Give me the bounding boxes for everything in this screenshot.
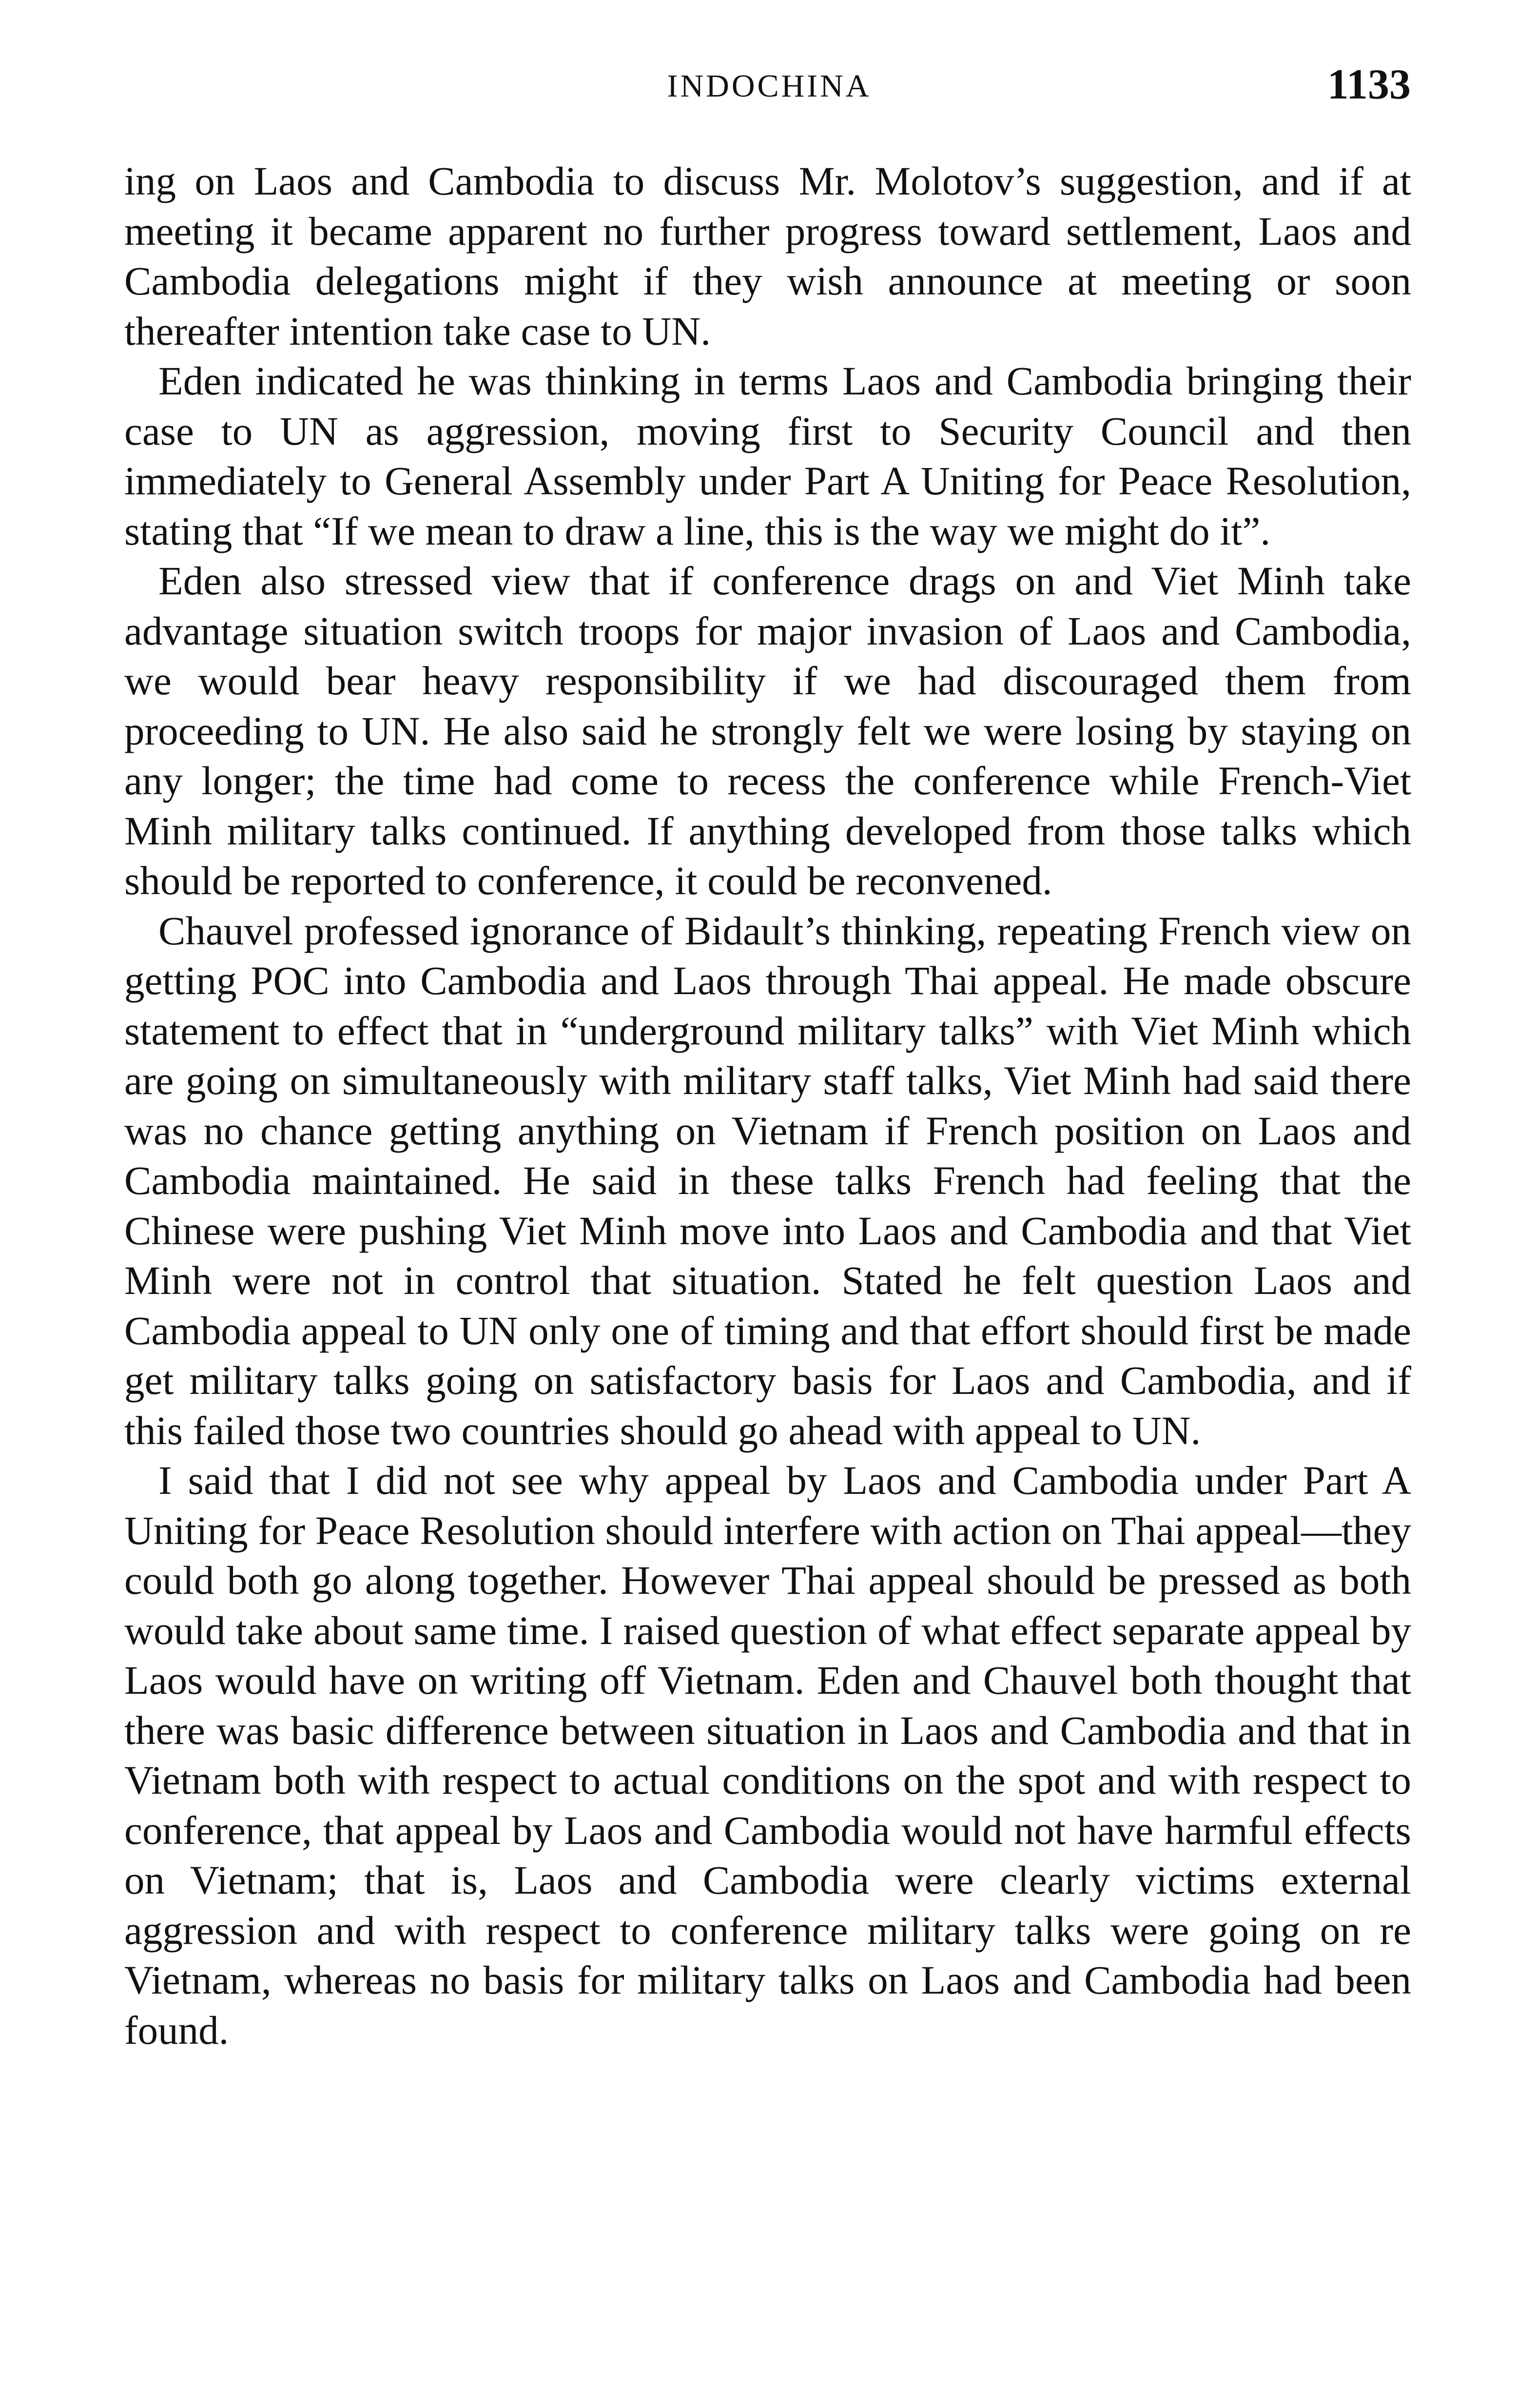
paragraph-eden-aggression: Eden indicated he was thinking in terms Laos and Cambodia bringing their case to UN as aggression, moving first to Security Council and then immediately to General Assembly under Part A Uniting for Peace Resolution, stating that “If we mean to draw a line, this is the way we might do it”.	[124, 358, 1411, 553]
paragraph-continuation: ing on Laos and Cambodia to discuss Mr. Molotov’s suggestion, and if at meeting it became apparent no further progress toward settlement, Laos and Cambodia delegations might if they wish announce at meeting or soon thereafter intention take case to UN.	[124, 158, 1411, 353]
paragraph-appeal-discussion: I said that I did not see why appeal by Laos and Cambodia under Part A Uniting for Peace Resolution should interfere with action on Thai appeal—they could both go along together. However Thai appeal should be pressed as both would take about same time. I raised question of what effect separate appeal by Laos would have on writing off Vietnam. Eden and Chauvel both thought that there was basic difference between situation in Laos and Cambodia and that in Vietnam both with respect to actual conditions on the spot and with respect to conference, that appeal by Laos and Cambodia would not have harmful effects on Vietnam; that is, Laos and Cambodia were clearly victims external aggression and with respect to conference military talks were going on re Vietnam, whereas no basis for military talks on Laos and Cambodia had been found.	[124, 1458, 1411, 2053]
running-title: INDOCHINA	[667, 68, 872, 104]
page-number: 1133	[1327, 61, 1411, 108]
body-text	[124, 156, 1411, 2055]
paragraph-chauvel: Chauvel professed ignorance of Bidault’s thinking, repeating French view on getting POC into Cambodia and Laos through Thai appeal. He made obscure statement to effect that in “underground military talks” with Viet Minh which are going on simultaneously with military staff talks, Viet Minh had said there was no chance getting anything on Vietnam if French position on Laos and Cambodia maintained. He said in these talks French had feeling that the Chinese were pushing Viet Minh move into Laos and Cambodia and that Viet Minh were not in control that situation. Stated he felt question Laos and Cambodia appeal to UN only one of timing and that effort should first be made get military talks going on satisfactory basis for Laos and Cambodia, and if this failed those two countries should go ahead with appeal to UN.	[124, 908, 1411, 1453]
page-header	[128, 63, 1411, 117]
paragraph-eden-responsibility: Eden also stressed view that if conference drags on and Viet Minh take advantage situation switch troops for major invasion of Laos and Cambodia, we would bear heavy responsibility if we had discouraged them from proceeding to UN. He also said he strongly felt we were losing by staying on any longer; the time had come to recess the conference while French-Viet Minh military talks continued. If anything developed from those talks which should be reported to conference, it could be reconvened.	[124, 558, 1411, 903]
